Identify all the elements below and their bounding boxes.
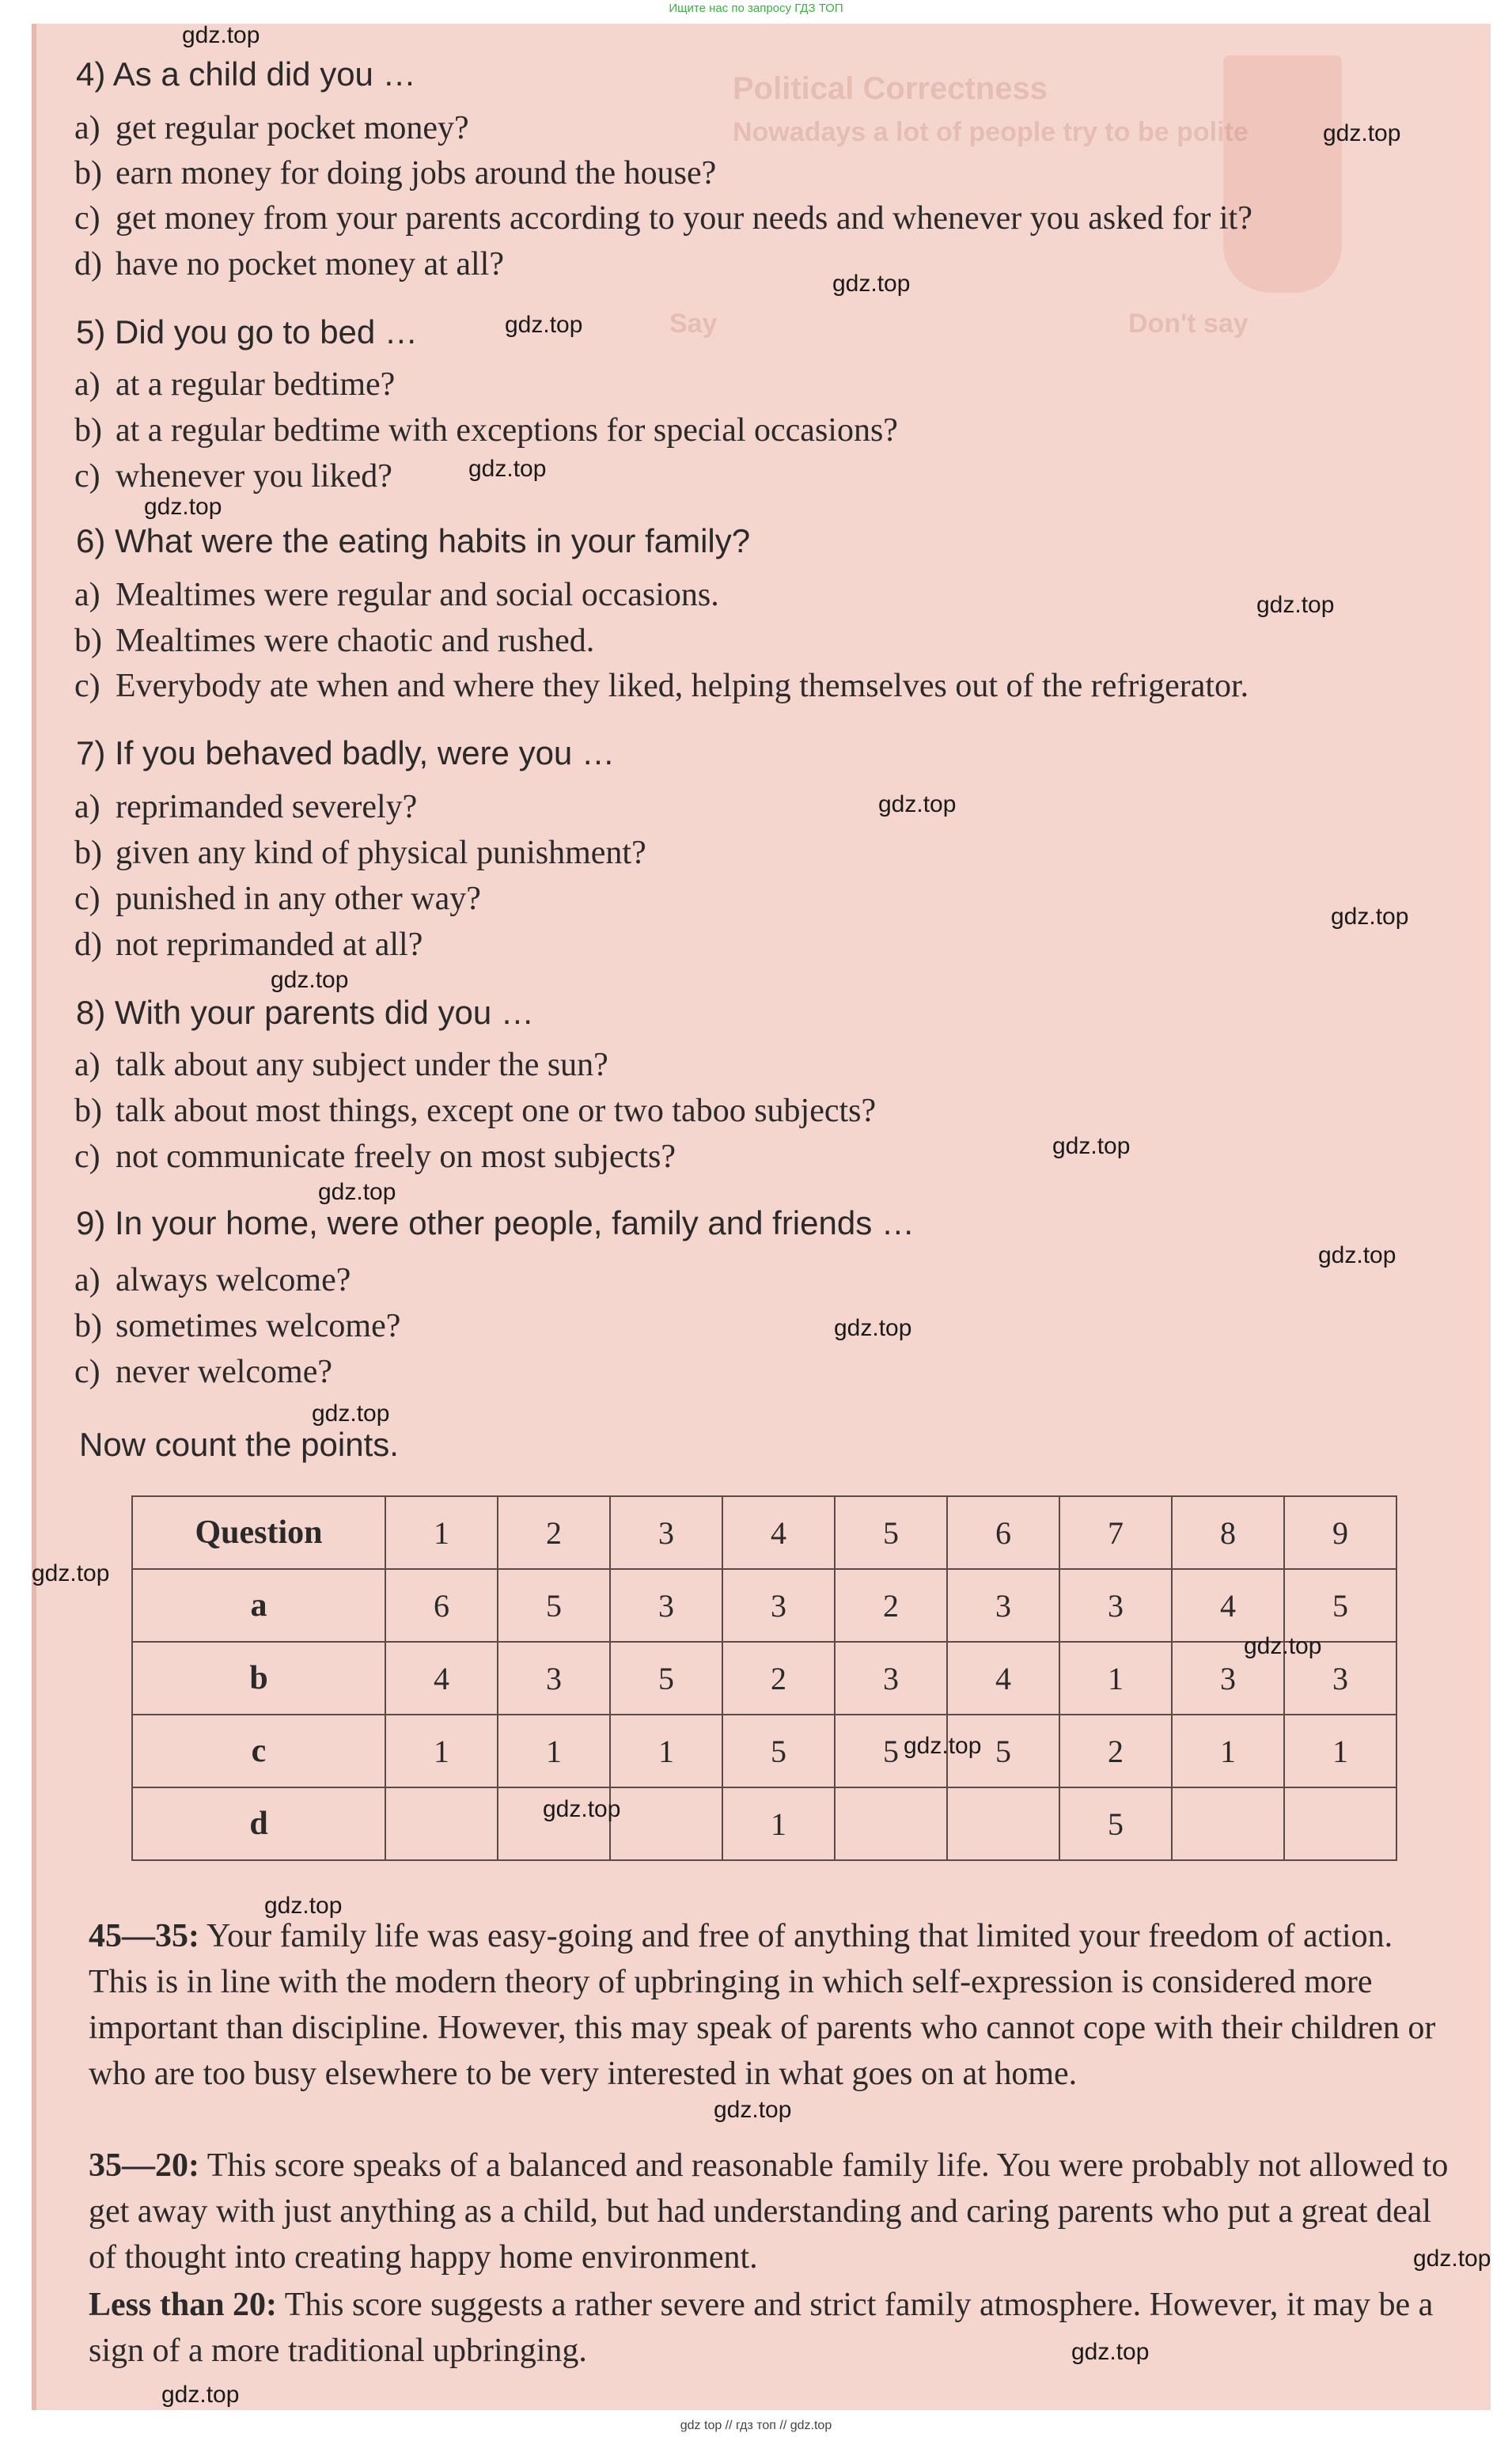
ghost-col-say: Say [669,309,718,339]
table-cell: 3 [1059,1569,1172,1642]
table-cell: 4 [947,1642,1059,1715]
option-7a: a) reprimanded severely? [74,789,418,825]
table-cell: 3 [947,1569,1059,1642]
table-row [132,1642,1396,1715]
watermark: gdz.top [1071,2339,1150,2365]
watermark: gdz.top [543,1796,621,1822]
table-cell: 1 [722,1787,835,1860]
option-7b: b) given any kind of physical punishment? [74,835,646,871]
result-range: 35—20: [89,2147,199,2184]
table-cell: 3 [498,1642,610,1715]
watermark: gdz.top [878,791,957,817]
footer-links[interactable]: gdz top // гдз топ // gdz.top [680,2419,832,2432]
table-row [132,1715,1396,1787]
table-cell: 5 [1284,1569,1396,1642]
table-cell: 6 [385,1569,498,1642]
table-cell: 1 [610,1715,722,1787]
result-less-than-20 [89,2282,1449,2374]
table-cell: 3 [610,1569,722,1642]
ghost-heading: Political Correctness [733,71,1048,106]
watermark: gdz.top [312,1400,390,1427]
table-cell [947,1787,1059,1860]
option-6b: b) Mealtimes were chaotic and rushed. [74,623,595,659]
question-7: 7) If you behaved badly, were you … [76,734,615,771]
option-7c: c) punished in any other way? [74,881,481,917]
table-cell: 2 [1059,1715,1172,1787]
table-cell [835,1787,947,1860]
table-cell: 5 [722,1715,835,1787]
watermark: gdz.top [1244,1633,1322,1659]
option-8c: c) not communicate freely on most subjects? [74,1139,676,1175]
watermark: gdz.top [1318,1242,1396,1268]
option-9c: c) never welcome? [74,1354,333,1390]
watermark: gdz.top [1323,120,1401,146]
watermark: gdz.top [161,2382,240,2408]
question-4: 4) As a child did you … [76,55,416,93]
option-5b: b) at a regular bedtime with exceptions for special occasions? [74,412,898,449]
question-5: 5) Did you go to bed … [76,313,418,351]
table-cell: 5 [947,1715,1059,1787]
watermark: gdz.top [271,967,349,993]
table-cell: 2 [722,1642,835,1715]
table-cell: 1 [1172,1715,1284,1787]
watermark: gdz.top [318,1179,396,1205]
watermark: gdz.top [468,456,547,482]
table-cell: d [132,1787,385,1860]
watermark: gdz.top [505,312,583,338]
table-cell: 1 [385,1715,498,1787]
watermark: gdz.top [144,494,222,520]
ghost-col-dont: Don't say [1128,309,1249,339]
table-cell: 3 [835,1642,947,1715]
option-9b: b) sometimes welcome? [74,1308,401,1344]
table-cell [385,1787,498,1860]
watermark: gdz.top [834,1315,912,1341]
table-cell: 5 [835,1715,947,1787]
table-cell [610,1787,722,1860]
option-5a: a) at a regular bedtime? [74,366,396,403]
option-7d: d) not reprimanded at all? [74,927,423,963]
table-header-cell: 2 [498,1496,610,1569]
option-8a: a) talk about any subject under the sun? [74,1047,608,1083]
option-4d: d) have no pocket money at all? [74,246,504,282]
table-header-cell: 1 [385,1496,498,1569]
watermark: gdz.top [264,1893,343,1919]
count-points-instruction: Now count the points. [79,1426,399,1463]
option-4b: b) earn money for doing jobs around the house? [74,155,717,191]
table-header-cell: 7 [1059,1496,1172,1569]
score-table [131,1495,1397,1861]
table-cell [1172,1787,1284,1860]
table-cell: 5 [610,1642,722,1715]
question-6: 6) What were the eating habits in your family? [76,522,751,559]
question-9: 9) In your home, were other people, family and friends … [76,1204,915,1241]
table-header-cell: 3 [610,1496,722,1569]
option-6a: a) Mealtimes were regular and social occasions. [74,577,719,613]
watermark: gdz.top [182,22,260,48]
table-header-cell: 4 [722,1496,835,1569]
watermark: gdz.top [1052,1133,1131,1159]
table-cell: 3 [1284,1642,1396,1715]
table-cell: 4 [385,1642,498,1715]
table-header-cell: 6 [947,1496,1059,1569]
table-cell: 4 [1172,1569,1284,1642]
watermark: gdz.top [904,1733,982,1759]
watermark: gdz.top [1331,904,1409,930]
table-cell: 1 [498,1715,610,1787]
result-range: 45—35: [89,1918,199,1954]
table-header-cell: Question [132,1496,385,1569]
table-cell: 5 [498,1569,610,1642]
table-header-cell: 8 [1172,1496,1284,1569]
watermark: gdz.top [832,271,911,297]
result-range: Less than 20: [89,2287,278,2323]
table-cell: c [132,1715,385,1787]
table-cell: 2 [835,1569,947,1642]
result-text: Your family life was easy-going and free of anything that limited your freedom of action. This is in line with the modern theory of upbringing in which self-expression is considered more important than discipline. However, this may speak of parents who cannot cope with their children or who are too busy elsewhere to be very interested in what goes on at home. [89,1918,1436,2092]
result-text: This score speaks of a balanced and reasonable family life. You were probably not allowed to get away with just anything as a child, but had understanding and caring parents who put a great deal of thought into creating happy home environment. [89,2147,1449,2276]
option-9a: a) always welcome? [74,1262,351,1298]
table-cell: 5 [1059,1787,1172,1860]
site-banner[interactable]: Ищите нас по запросу ГДЗ ТОП [669,2,843,15]
coat-of-arms-image [1223,55,1342,293]
watermark: gdz.top [714,2097,792,2123]
ghost-subtitle: Nowadays a lot of people try to be polite [733,117,1249,147]
table-cell: 3 [722,1569,835,1642]
watermark: gdz.top [1413,2246,1491,2272]
option-8b: b) talk about most things, except one or two taboo subjects? [74,1093,877,1129]
question-8: 8) With your parents did you … [76,994,534,1031]
option-4c: c) get money from your parents according to your needs and whenever you asked for it? [74,200,1252,237]
table-cell [1284,1787,1396,1860]
watermark: gdz.top [1256,592,1335,618]
watermark: gdz.top [32,1560,110,1586]
option-4a: a) get regular pocket money? [74,110,469,146]
table-cell: 3 [1172,1642,1284,1715]
table-header-row [132,1496,1396,1569]
table-header-cell: 5 [835,1496,947,1569]
table-header-cell: 9 [1284,1496,1396,1569]
table-cell: a [132,1569,385,1642]
option-5c: c) whenever you liked? [74,458,392,495]
result-45-35 [89,1913,1449,2097]
option-6c: c) Everybody ate when and where they liked, helping themselves out of the refrigerator. [74,668,1249,704]
result-text: This score suggests a rather severe and strict family atmosphere. However, it may be a sign of a more traditional upbringing. [89,2287,1434,2369]
result-35-20 [89,2143,1449,2280]
table-cell: 1 [1284,1715,1396,1787]
table-row [132,1787,1396,1860]
table-cell: b [132,1642,385,1715]
table-row [132,1569,1396,1642]
table-cell: 1 [1059,1642,1172,1715]
